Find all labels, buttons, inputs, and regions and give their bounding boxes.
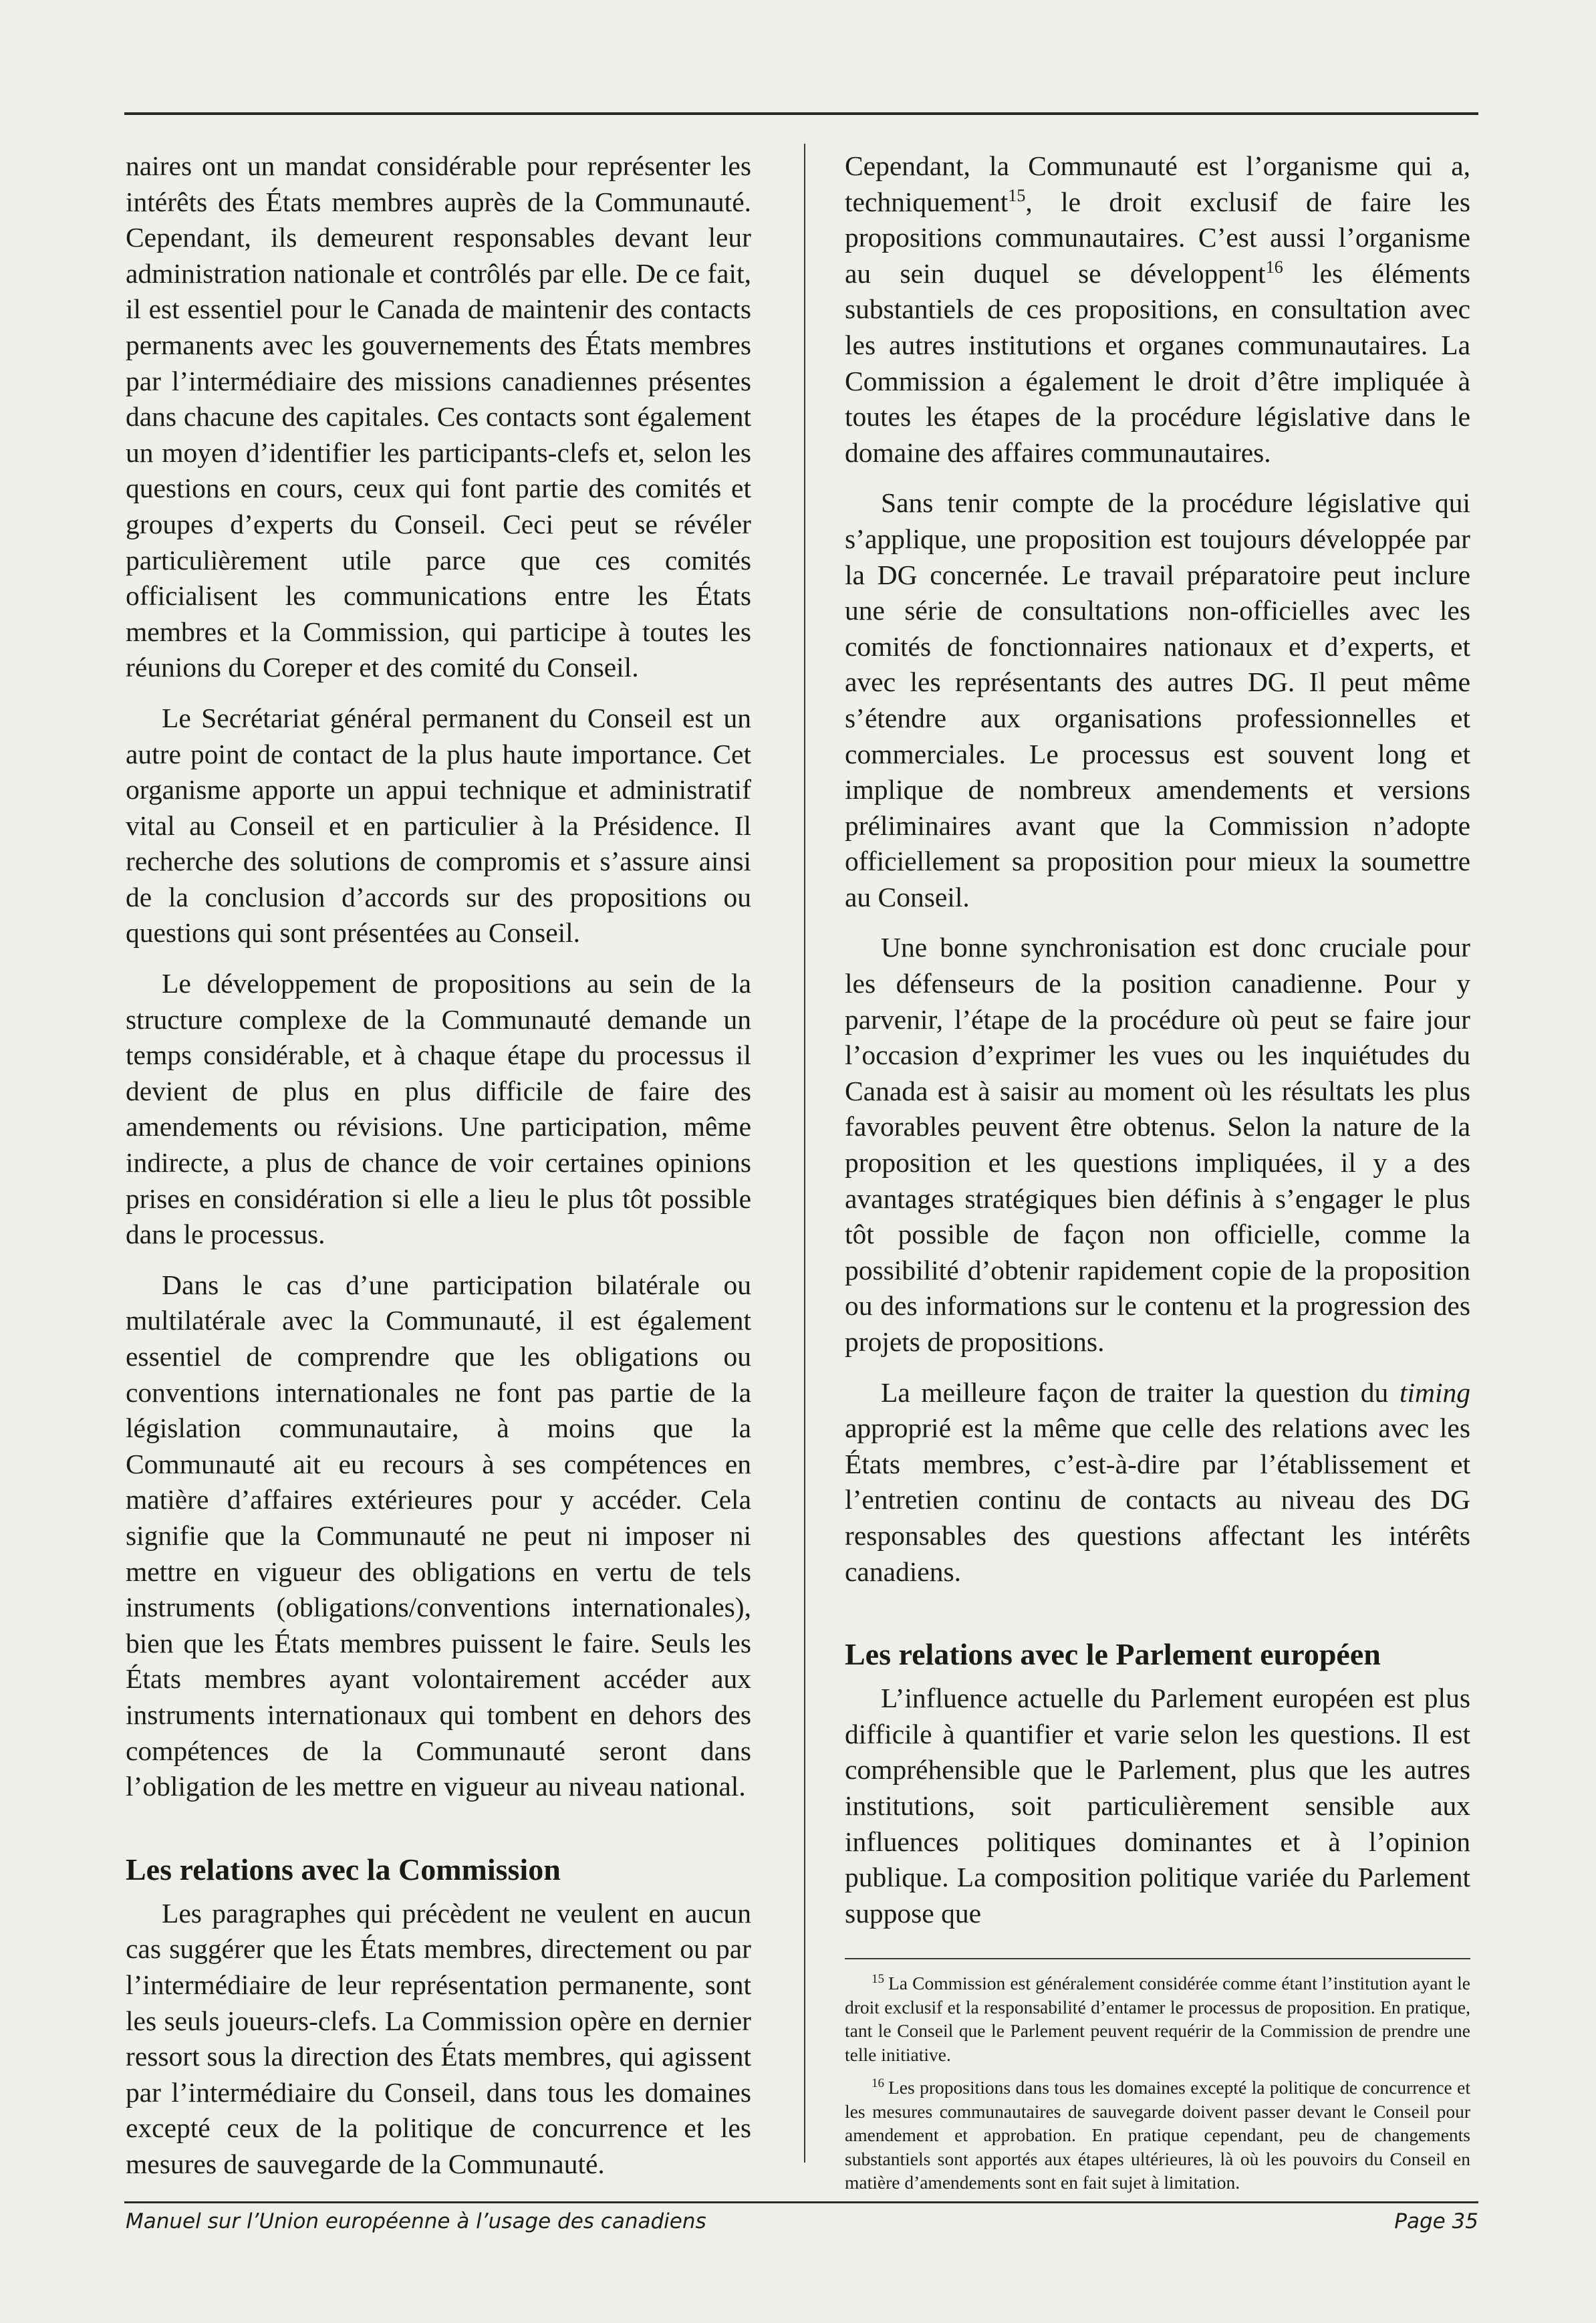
right-paragraph-2: Sans tenir compte de la procédure législative qui s’applique, une proposition est toujours développée par la DG concernée. Le travail préparatoire peut inclure une série de consultations non-officielles avec les comités de fonctionnaires nationaux et d’experts, et avec les représentants des autres DG. Il peut même s’étendre aux organisations professionnelles et commerciales. Le processus est souvent long et implique de nombreux amendements et versions préliminaires avant que la Commission n’adopte officiellement sa proposition pour mieux la soumettre au Conseil. <box>845 487 1470 912</box>
left-paragraph-5: Les paragraphes qui précèdent ne veulent en aucun cas suggérer que les États membres, directement ou par l’intermédiaire de leur représentation permanente, sont les seuls joueurs-clefs. La Commission opère en dernier ressort sous la direction des États membres, qui agissent par l’intermédiaire du Conseil, dans tous les domaines excepté ceux de la politique de concurrence et les mesures de sauvegarde de la Communauté. <box>126 1897 751 2179</box>
right-paragraph-1-part-b: , le droit exclusif de faire les propositions communautaires. C’est aussi l’organisme au sein duquel se développent <box>845 186 1470 289</box>
section-heading-parlement: Les relations avec le Parlement européen <box>845 1637 1381 1672</box>
footnote-text: Les propositions dans tous les domaines excepté la politique de concurrence et les mesures communautaires de sauvegarde doivent passer devant le Conseil pour amendement et approbation. En pratique cependant, peu de changements substantiels sont apportés aux étapes ultérieures, là où les pouvoirs du Conseil en matière d’amendements sont en fait sujet à limitation. <box>845 2077 1470 2193</box>
footnote-text: La Commission est généralement considérée comme étant l’institution ayant le droit exclusif et la responsabilité d’entamer le processus de proposition. En pratique, tant le Conseil que le Parlement peuvent requérir de la Commission de prendre une telle initiative. <box>845 1973 1470 2065</box>
right-paragraph-3: Une bonne synchronisation est donc cruciale pour les défenseurs de la position canadienne. Pour y parvenir, l’étape de la procédure où peut se faire jour l’occasion d’exprimer les vues ou les inquiétudes du Canada est à saisir au moment où les résultats les plus favorables peuvent être obtenus. Selon la nature de la proposition et les questions impliquées, il y a des avantages stratégiques bien définis à s’engager le plus tôt possible de façon non officielle, comme la possibilité d’obtenir rapidement copie de la proposition ou des informations sur le contenu et la progression des projets de propositions. <box>845 932 1470 1357</box>
footnote-rule <box>845 1958 1470 1959</box>
right-paragraph-5: L’influence actuelle du Parlement européen est plus difficile à quantifier et varie selon les questions. Il est compréhensible que le Parlement, plus que les autres institutions, soit particulièrement sensible aux influences politiques dominantes et à l’opinion publique. La composition politique variée du Parlement suppose que <box>845 1683 1470 1929</box>
section-heading-commission: Les relations avec la Commission <box>126 1852 561 1886</box>
right-paragraph-4 <box>845 1375 1470 1590</box>
column-divider <box>804 144 805 2163</box>
footer-rule <box>124 2201 1478 2203</box>
right-paragraph-1 <box>845 148 1470 471</box>
footnote-ref-16[interactable]: 16 <box>1265 257 1283 277</box>
left-column <box>126 148 751 2197</box>
footer-title: Manuel sur l’Union européenne à l’usage des canadiens <box>126 2209 706 2233</box>
header-rule <box>124 112 1478 115</box>
footnote-number: 16 <box>872 2076 884 2091</box>
timing-term: timing <box>1399 1376 1470 1408</box>
right-paragraph-4-part-a: La meilleure façon de traiter la question du <box>881 1376 1400 1408</box>
footnote-ref-15[interactable]: 15 <box>1008 185 1026 205</box>
right-paragraph-1-part-a: Cependant, la Communauté est l’organisme qui a, techniquement <box>845 150 1470 217</box>
left-paragraph-4: Dans le cas d’une participation bilatérale ou multilatérale avec la Communauté, il est également essentiel de comprendre que les obligations ou conventions internationales ne font pas partie de la législation communautaire, à moins que la Communauté ait eu recours à ses compétences en matière d’affaires extérieures pour y accéder. Cela signifie que la Communauté ne peut ni imposer ni mettre en vigueur des obligations en vertu de tels instruments (obligations/conventions internationales), bien que les États membres puissent le faire. Seuls les États membres ayant volontairement accéder aux instruments internationaux qui tombent en dehors des compétences de la Communauté seront dans l’obligation de les mettre en vigueur au niveau national. <box>126 1269 751 1802</box>
footnote-15 <box>845 1971 1470 2066</box>
right-paragraph-1-part-c: les éléments substantiels de ces propositions, en consultation avec les autres institutions et organes communautaires. La Commission a également le droit d’être impliquée à toutes les étapes de la procédure législative dans le domaine des affaires communautaires. <box>845 257 1470 468</box>
footnote-16 <box>845 2076 1470 2195</box>
right-column <box>845 148 1470 2204</box>
right-paragraph-4-part-b: approprié est la même que celle des relations avec les États membres, c’est-à-dire par l’établissement et l’entretien continu de contacts au niveau des DG responsables des questions affectant les intérêts canadiens. <box>845 1413 1470 1587</box>
left-paragraph-1: naires ont un mandat considérable pour représenter les intérêts des États membres auprès de la Communauté. Cependant, ils demeurent responsables devant leur administration nationale et contrôlés par elle. De ce fait, il est essentiel pour le Canada de maintenir des contacts permanents avec les gouvernements des États membres par l’intermédiaire des missions canadiennes présentes dans chacune des capitales. Ces contacts sont également un moyen d’identifier les participants-clefs et, selon les questions en cours, ceux qui font partie des comités et groupes d’experts du Conseil. Ceci peut se révéler particulièrement utile parce que ces comités officialisent les communications entre les États membres et la Commission, qui participe à toutes les réunions du Coreper et des comité du Conseil. <box>126 150 751 683</box>
page-number: Page 35 <box>1394 2209 1478 2233</box>
left-paragraph-3: Le développement de propositions au sein de la structure complexe de la Communauté demande un temps considérable, et à chaque étape du processus il devient de plus en plus difficile de faire des amendements ou révisions. Une participation, même indirecte, a plus de chance de voir certaines opinions prises en considération si elle a lieu le plus tôt possible dans le processus. <box>126 968 751 1250</box>
footnote-number: 15 <box>872 1972 884 1987</box>
left-paragraph-2: Le Secrétariat général permanent du Conseil est un autre point de contact de la plus haute importance. Cet organisme apporte un appui technique et administratif vital au Conseil et en particulier à la Présidence. Il recherche des solutions de compromis et s’assure ainsi de la conclusion d’accords sur des propositions ou questions qui sont présentées au Conseil. <box>126 702 751 949</box>
